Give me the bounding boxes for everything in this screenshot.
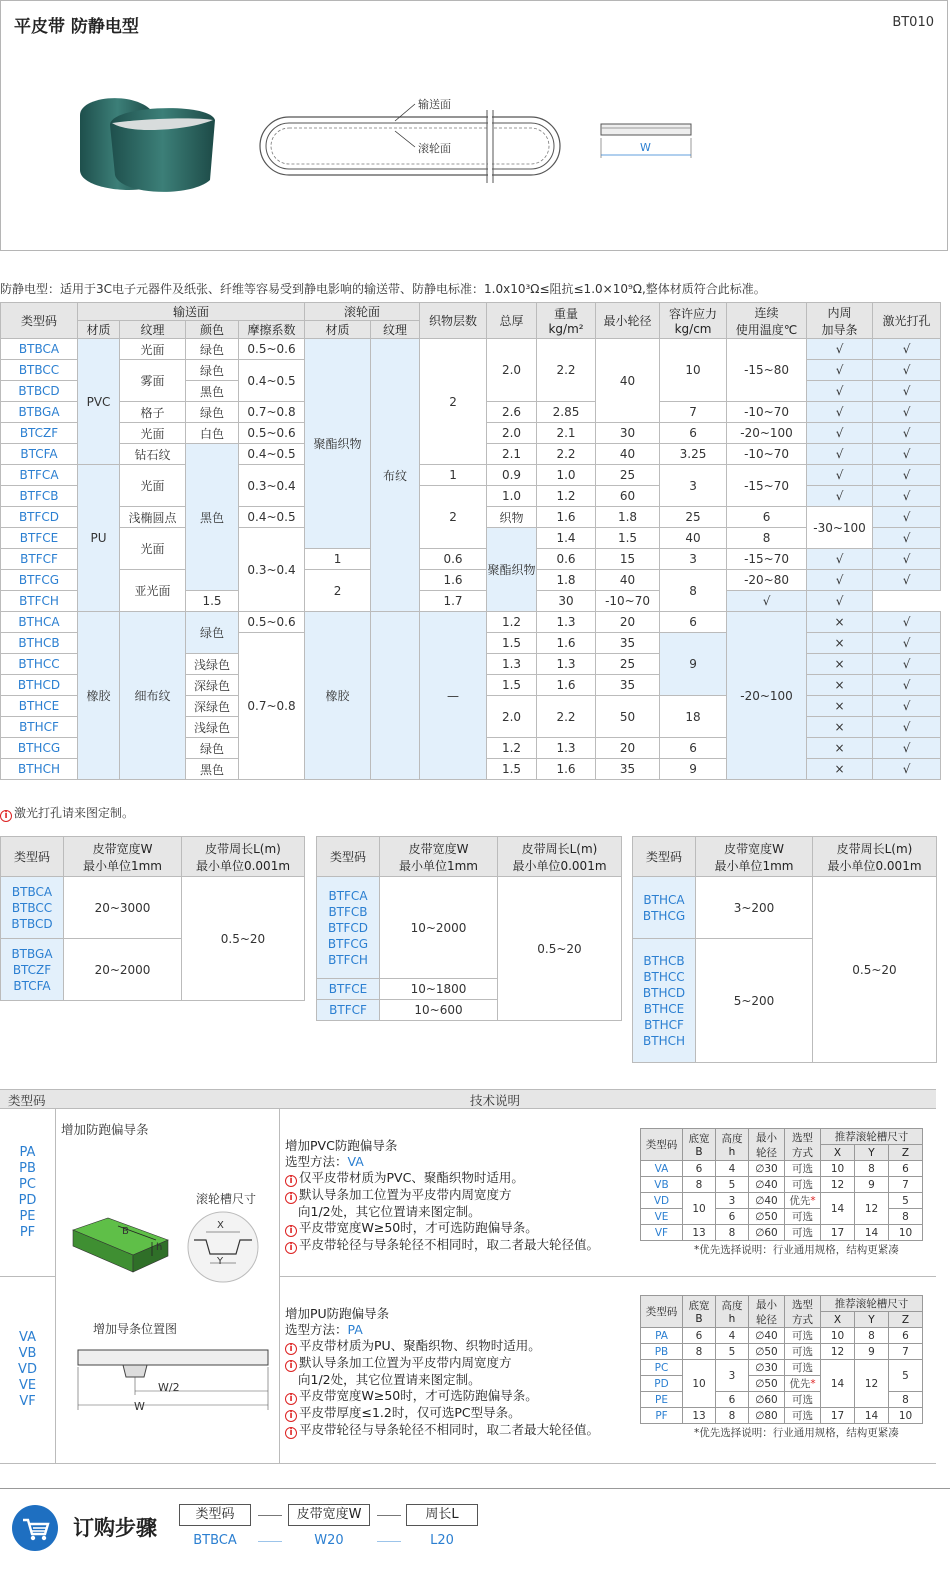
weight-cell: 2.1 <box>537 423 596 444</box>
thickness-cell: 1.5 <box>487 675 537 696</box>
thickness-cell: 1.3 <box>487 654 537 675</box>
laser-cell: √ <box>873 423 941 444</box>
layers-cell: — <box>420 612 487 780</box>
guide-position-figure <box>75 1345 275 1415</box>
laser-cell: √ <box>807 591 873 612</box>
guide-cell: × <box>807 675 873 696</box>
guide-cell: √ <box>873 528 941 549</box>
color-cell: 深绿色 <box>186 675 239 696</box>
material-cell: PVC <box>78 339 120 465</box>
weight-cell: 1.6 <box>537 759 596 780</box>
guide-code[interactable]: PB <box>641 1344 683 1360</box>
thickness-cell: 2.0 <box>487 696 537 738</box>
type-code[interactable]: BTCFA <box>1 444 78 465</box>
tech-header <box>0 1089 936 1109</box>
color-cell: 白色 <box>186 423 239 444</box>
size-table-3 <box>632 836 937 1063</box>
guide-code[interactable]: PD <box>641 1376 683 1392</box>
guide-code[interactable]: PE <box>641 1392 683 1408</box>
roller-material-cell: 聚酯织物 <box>487 528 537 612</box>
thickness-cell: 0.9 <box>487 465 537 486</box>
type-group[interactable]: BTFCA BTFCB BTFCD BTFCG BTFCH <box>317 877 380 979</box>
laser-cell: √ <box>873 402 941 423</box>
type-code[interactable]: BTHCE <box>1 696 78 717</box>
guide-cell: √ <box>807 444 873 465</box>
label-conveying-surface: 输送面 <box>418 98 451 111</box>
material-cell: 橡胶 <box>78 612 120 780</box>
laser-cell: √ <box>873 738 941 759</box>
temp-cell: -20~100 <box>727 612 807 780</box>
type-code[interactable]: BTBCA <box>1 339 78 360</box>
weight-cell: 1.6 <box>537 633 596 654</box>
color-cell: 黑色 <box>186 444 239 591</box>
thickness-cell: 2.0 <box>487 423 537 444</box>
laser-cell: √ <box>873 570 941 591</box>
color-cell: 绿色 <box>186 360 239 381</box>
roller-texture-cell <box>371 612 420 780</box>
color-cell: 深绿色 <box>186 696 239 717</box>
guide-code[interactable]: VA <box>641 1161 683 1177</box>
guide-cell: × <box>807 717 873 738</box>
type-group[interactable]: BTHCA BTHCG <box>633 877 696 939</box>
tech-header-type: 类型码 <box>8 1093 46 1108</box>
type-group[interactable]: BTBGA BTCZF BTCFA <box>1 939 64 1001</box>
type-group[interactable]: BTFCE <box>317 979 380 1000</box>
size-table-1 <box>0 836 305 1001</box>
weight-cell: 1.5 <box>596 528 660 549</box>
th-stress: 容许应力 kg/cm <box>660 303 727 339</box>
belt-photo <box>70 90 220 200</box>
pulley-cell: 35 <box>596 633 660 654</box>
temp-cell: -10~70 <box>727 444 807 465</box>
guide-code[interactable]: PA <box>641 1328 683 1344</box>
stress-cell: 18 <box>660 696 727 738</box>
type-code[interactable]: BTHCD <box>1 675 78 696</box>
footnote-1: *优先选择说明：行业通用规格，结构更紧凑 <box>694 1244 899 1256</box>
th-thickness: 总厚 <box>487 303 537 339</box>
guide-cell: √ <box>807 402 873 423</box>
friction-cell: 0.5~0.6 <box>239 423 305 444</box>
guide-cell: × <box>807 738 873 759</box>
pulley-cell: 40 <box>660 528 727 549</box>
belt-width-diagram <box>598 120 698 160</box>
weight-cell: 0.6 <box>537 549 596 570</box>
friction-cell: 0.5~0.6 <box>239 612 305 633</box>
th-length: 皮带周长L(m) 最小单位0.001m <box>498 837 622 877</box>
stress-cell: 7 <box>660 402 727 423</box>
order-value-type: BTBCA <box>193 1533 237 1548</box>
type-code[interactable]: BTCZF <box>1 423 78 444</box>
type-group[interactable]: BTBCA BTBCC BTBCD <box>1 877 64 939</box>
friction-cell: 0.3~0.4 <box>239 465 305 507</box>
guide-cell: √ <box>807 465 873 486</box>
guide-cell: √ <box>873 507 941 528</box>
tech-header-desc: 技术说明 <box>470 1093 521 1108</box>
weight-cell: 2.2 <box>537 444 596 465</box>
thickness-cell: 1.6 <box>537 507 596 528</box>
type-code[interactable]: BTFCE <box>1 528 78 549</box>
fig-label-y: Y <box>217 1256 224 1267</box>
weight-cell: 1.7 <box>420 591 487 612</box>
page-title: 平皮带 防静电型 <box>14 17 139 37</box>
type-code[interactable]: BTBGA <box>1 402 78 423</box>
stress-cell: 6 <box>727 507 807 528</box>
width-range: 10~1800 <box>380 979 498 1000</box>
guide-cell: × <box>807 759 873 780</box>
th-width: 皮带宽度W 最小单位1mm <box>696 837 813 877</box>
temp-cell: -20~80 <box>727 570 807 591</box>
temp-cell: -20~100 <box>727 423 807 444</box>
texture-cell: 雾面 <box>120 360 186 402</box>
color-cell: 浅绿色 <box>186 654 239 675</box>
guide-table-vx: 类型码 底宽 B 高度 h 最小 轮径 选型 方式 推荐滚轮槽尺寸 X Y Z VA 6 4 ∅30 可选 10 8 6 VB 8 5 ∅40 可选 12 9 7 VD 10 3 ∅40 优先* 14 12 5 VE 6 ∅50 可选 8 VF 13 8 ∅60 可选 17 14 10 <box>640 1128 923 1241</box>
laser-cell: √ <box>873 465 941 486</box>
stress-cell: 6 <box>660 423 727 444</box>
th-length: 皮带周长L(m) 最小单位0.001m <box>182 837 305 877</box>
type-code[interactable]: BTHCA <box>1 612 78 633</box>
spec-table <box>0 302 941 780</box>
description: 防静电型：适用于3C电子元器件及纸张、纤维等容易受到静电影响的输送带、防静电标准：1.0x10³Ω≤阻抗≤1.0×10⁹Ω,整体材质符合此标准。 <box>0 282 766 296</box>
guide-code[interactable]: PC <box>641 1360 683 1376</box>
th-width: 皮带宽度W 最小单位1mm <box>380 837 498 877</box>
th-material: 材质 <box>78 321 120 339</box>
width-range: 20~3000 <box>64 877 182 939</box>
color-cell: 黑色 <box>186 759 239 780</box>
laser-cell: √ <box>873 549 941 570</box>
friction-cell: 0.7~0.8 <box>239 402 305 423</box>
type-code[interactable]: BTFCD <box>1 507 78 528</box>
texture-cell: 光面 <box>120 528 186 570</box>
thickness-cell: 1.0 <box>487 486 537 507</box>
th-type: 类型码 <box>1 303 78 339</box>
th-min-pulley: 最小轮径 <box>596 303 660 339</box>
thickness-cell: 1.6 <box>420 570 487 591</box>
pulley-cell: 25 <box>596 654 660 675</box>
temp-cell: -15~70 <box>727 549 807 570</box>
layers-cell: 2 <box>420 339 487 465</box>
order-box-type: 类型码 <box>179 1504 251 1526</box>
pulley-cell: 40 <box>596 339 660 423</box>
th-friction: 摩擦系数 <box>239 321 305 339</box>
roller-material-cell: 聚酯织物 <box>305 339 371 549</box>
type-group[interactable]: BTHCB BTHCC BTHCD BTHCE BTHCF BTHCH <box>633 939 696 1063</box>
length-range: 0.5~20 <box>813 877 937 1063</box>
guide-code[interactable]: VD <box>641 1193 683 1209</box>
groove-label: 滚轮槽尺寸 <box>196 1192 257 1206</box>
th-type: 类型码 <box>317 837 380 877</box>
cart-icon <box>12 1505 58 1551</box>
type-code[interactable]: BTFCB <box>1 486 78 507</box>
texture-cell: 亚光面 <box>120 570 186 612</box>
thickness-cell: 2.0 <box>487 339 537 402</box>
friction-cell: 0.4~0.5 <box>239 360 305 402</box>
laser-cell: √ <box>873 381 941 402</box>
temp-cell: -10~70 <box>727 402 807 423</box>
texture-cell: 细布纹 <box>120 612 186 780</box>
type-code[interactable]: BTFCG <box>1 570 78 591</box>
texture-cell: 钻石纹 <box>120 444 186 465</box>
roller-material-cell: 橡胶 <box>305 612 371 780</box>
stress-cell: 8 <box>727 528 807 549</box>
layers-cell: 2 <box>305 570 371 612</box>
th-laser: 激光打孔 <box>873 303 941 339</box>
laser-cell: √ <box>873 360 941 381</box>
color-cell: 浅绿色 <box>186 717 239 738</box>
th-type: 类型码 <box>1 837 64 877</box>
weight-cell: 1.8 <box>537 570 596 591</box>
laser-cell: √ <box>873 486 941 507</box>
thickness-cell: 1.5 <box>487 759 537 780</box>
layers-cell: 1 <box>305 549 371 570</box>
info-icon: i <box>0 810 12 822</box>
friction-cell: 0.4~0.5 <box>239 507 305 528</box>
product-code: BT010 <box>892 15 934 30</box>
guide-code[interactable]: VE <box>641 1209 683 1225</box>
stress-cell: 3.25 <box>660 444 727 465</box>
layers-cell: 1 <box>420 465 487 486</box>
th-roller-material: 材质 <box>305 321 371 339</box>
thickness-cell: 1.2 <box>487 612 537 633</box>
label-roller-surface: 滚轮面 <box>418 142 451 155</box>
temp-cell: -30~100 <box>807 507 873 549</box>
type-code[interactable]: BTFCA <box>1 465 78 486</box>
pulley-cell: 25 <box>596 465 660 486</box>
width-range: 3~200 <box>696 877 813 939</box>
pulley-cell: 35 <box>596 675 660 696</box>
layers-cell: 2 <box>420 486 487 549</box>
friction-cell: 0.3~0.4 <box>239 528 305 612</box>
th-guide: 内周 加导条 <box>807 303 873 339</box>
pulley-cell: 40 <box>596 570 660 591</box>
stress-cell: 3 <box>660 465 727 507</box>
laser-cell: √ <box>873 696 941 717</box>
pulley-cell: 25 <box>660 507 727 528</box>
texture-cell: 浅椭圆点 <box>120 507 186 528</box>
guide-cell: √ <box>807 339 873 360</box>
fig-label-x: X <box>217 1220 224 1231</box>
weight-cell: 2.85 <box>537 402 596 423</box>
weight-cell: 1.3 <box>537 654 596 675</box>
width-range: 10~600 <box>380 1000 498 1021</box>
th-temp: 连续 使用温度℃ <box>727 303 807 339</box>
laser-cell: √ <box>873 339 941 360</box>
pulley-cell: 20 <box>596 612 660 633</box>
pulley-cell: 30 <box>537 591 596 612</box>
laser-cell: √ <box>873 612 941 633</box>
color-cell: 绿色 <box>186 738 239 759</box>
type-code[interactable]: BTHCF <box>1 717 78 738</box>
weight-cell: 1.3 <box>537 612 596 633</box>
guide-cell: √ <box>807 381 873 402</box>
type-code[interactable]: BTHCB <box>1 633 78 654</box>
type-code[interactable]: BTFCF <box>1 549 78 570</box>
guide-cell: √ <box>727 591 807 612</box>
weight-cell: 2.2 <box>537 339 596 402</box>
texture-cell: 光面 <box>120 423 186 444</box>
type-code[interactable]: BTHCC <box>1 654 78 675</box>
guide-cell: √ <box>807 486 873 507</box>
thickness-cell: 1.4 <box>537 528 596 549</box>
weight-cell: 1.0 <box>537 465 596 486</box>
guide-cell: × <box>807 696 873 717</box>
weight-cell: 1.8 <box>596 507 660 528</box>
fig-label-w2: W/2 <box>158 1381 180 1394</box>
stress-cell: 10 <box>660 339 727 402</box>
guide-code[interactable]: VB <box>641 1177 683 1193</box>
color-cell: 绿色 <box>186 612 239 654</box>
friction-cell: 0.4~0.5 <box>239 444 305 465</box>
stress-cell: 3 <box>660 549 727 570</box>
th-length: 皮带周长L(m) 最小单位0.001m <box>813 837 937 877</box>
order-box-length: 周长L <box>406 1504 478 1526</box>
order-box-width: 皮带宽度W <box>288 1504 370 1526</box>
length-range: 0.5~20 <box>498 877 622 1021</box>
guide-codes-pu[interactable]: PA PB PC PD PE PF <box>18 1145 37 1240</box>
laser-note: i 激光打孔请来图定制。 <box>0 804 134 822</box>
order-title: 订购步骤 <box>73 1516 157 1540</box>
belt-cross-section-diagram <box>255 95 575 185</box>
type-code[interactable]: BTBCC <box>1 360 78 381</box>
guide-cell: √ <box>807 549 873 570</box>
th-conveying: 输送面 <box>78 303 305 321</box>
thickness-cell: 1.2 <box>487 738 537 759</box>
roller-material-cell: 织物 <box>487 507 537 528</box>
width-range: 20~2000 <box>64 939 182 1001</box>
type-code[interactable]: BTFCH <box>1 591 78 612</box>
type-code[interactable]: BTHCG <box>1 738 78 759</box>
weight-cell: 2.2 <box>537 696 596 738</box>
fig-label-h: h <box>156 1242 163 1253</box>
temp-cell: -15~70 <box>727 465 807 507</box>
th-type: 类型码 <box>633 837 696 877</box>
label-width: W <box>640 141 651 154</box>
stress-cell: 6 <box>660 612 727 633</box>
texture-cell: 格子 <box>120 402 186 423</box>
guide-code[interactable]: VF <box>641 1225 683 1241</box>
size-table-2 <box>316 836 622 1021</box>
guide-codes-pvc[interactable]: VA VB VD VE VF <box>18 1330 37 1409</box>
color-cell: 黑色 <box>186 381 239 402</box>
width-range: 10~2000 <box>380 877 498 979</box>
stress-cell: 8 <box>660 570 727 612</box>
footnote-2: *优先选择说明：行业通用规格，结构更紧凑 <box>694 1427 899 1439</box>
laser-cell: √ <box>873 444 941 465</box>
texture-cell: 光面 <box>120 339 186 360</box>
laser-cell: √ <box>873 717 941 738</box>
friction-cell: 0.5~0.6 <box>239 339 305 360</box>
fig-label-w: W <box>134 1400 145 1413</box>
stress-cell: 9 <box>660 759 727 780</box>
stress-cell: 9 <box>660 633 727 696</box>
th-weight: 重量 kg/m² <box>537 303 596 339</box>
pu-guide-text: 增加PU防跑偏导条 选型方法：PA i 平皮带材质为PU、聚酯织物、织物时适用。 i 默认导条加工位置为平皮带内周宽度方 向1/2处，其它位置请来图定制。 i 平皮带宽度W≥50时，才可选防跑偏导条。 i 平皮带厚度≤1.2时，仅可选PC型导条。 i 平皮带轮径与导条轮径不相同时，取二者最大轮径值。 <box>285 1306 600 1438</box>
pulley-cell: 20 <box>596 738 660 759</box>
th-roller-texture: 纹理 <box>371 321 420 339</box>
weight-cell: 1.2 <box>537 486 596 507</box>
laser-cell: √ <box>873 654 941 675</box>
guide-cell: √ <box>807 570 873 591</box>
th-width: 皮带宽度W 最小单位1mm <box>64 837 182 877</box>
add-guide-label: 增加防跑偏导条 <box>61 1122 149 1137</box>
thickness-cell: 1.5 <box>186 591 239 612</box>
guide-table-px: 类型码 底宽 B 高度 h 最小 轮径 选型 方式 推荐滚轮槽尺寸 X Y Z PA 6 4 ∅40 可选 10 8 6 PB 8 5 ∅50 可选 12 9 7 PC 10 3 ∅30 可选 14 12 5 PD ∅50 优先* PE 6 ∅60 可选 8 PF 13 8 ∅80 可选 17 14 10 <box>640 1295 923 1424</box>
guide-cell: × <box>807 654 873 675</box>
guide-cell: √ <box>807 360 873 381</box>
roller-texture-cell: 布纹 <box>371 339 420 612</box>
laser-cell: √ <box>873 759 941 780</box>
weight-cell: 1.6 <box>537 675 596 696</box>
guide-cell: × <box>807 633 873 654</box>
pulley-cell: 40 <box>596 444 660 465</box>
texture-cell: 光面 <box>120 465 186 507</box>
pulley-cell: 60 <box>596 486 660 507</box>
length-range: 0.5~20 <box>182 877 305 1001</box>
temp-cell: -15~80 <box>727 339 807 402</box>
th-color: 颜色 <box>186 321 239 339</box>
th-texture: 纹理 <box>120 321 186 339</box>
pulley-cell: 35 <box>596 759 660 780</box>
laser-cell: √ <box>873 633 941 654</box>
temp-cell: -10~70 <box>596 591 660 612</box>
type-group[interactable]: BTFCF <box>317 1000 380 1021</box>
guide-code[interactable]: PF <box>641 1408 683 1424</box>
position-label: 增加导条位置图 <box>93 1322 178 1336</box>
guide-cell: × <box>807 612 873 633</box>
material-cell: PU <box>78 465 120 612</box>
th-layers: 织物层数 <box>420 303 487 339</box>
thickness-cell: 2.1 <box>487 444 537 465</box>
friction-cell: 0.7~0.8 <box>239 633 305 780</box>
order-value-width: W20 <box>314 1533 344 1548</box>
width-range: 5~200 <box>696 939 813 1063</box>
color-cell: 绿色 <box>186 339 239 360</box>
stress-cell: 6 <box>660 738 727 759</box>
thickness-cell: 1.5 <box>487 633 537 654</box>
color-cell: 绿色 <box>186 402 239 423</box>
laser-cell: √ <box>873 675 941 696</box>
order-value-length: L20 <box>430 1533 454 1548</box>
th-roller: 滚轮面 <box>305 303 420 321</box>
type-code[interactable]: BTBCD <box>1 381 78 402</box>
thickness-cell: 0.6 <box>420 549 487 570</box>
pulley-cell: 50 <box>596 696 660 738</box>
thickness-cell: 2.6 <box>487 402 537 423</box>
pulley-cell: 30 <box>596 423 660 444</box>
guide-cell: √ <box>807 423 873 444</box>
pulley-cell: 15 <box>596 549 660 570</box>
weight-cell: 1.3 <box>537 738 596 759</box>
type-code[interactable]: BTHCH <box>1 759 78 780</box>
pvc-guide-text: 增加PVC防跑偏导条 选型方法：VA i 仅平皮带材质为PVC、聚酯织物时适用。 i 默认导条加工位置为平皮带内周宽度方 向1/2处，其它位置请来图定制。 i 平皮带宽度W≥50时，才可选防跑偏导条。 i 平皮带轮径与导条轮径不相同时，取二者最大轮径值。 <box>285 1138 600 1253</box>
fig-label-b: B <box>122 1226 129 1237</box>
